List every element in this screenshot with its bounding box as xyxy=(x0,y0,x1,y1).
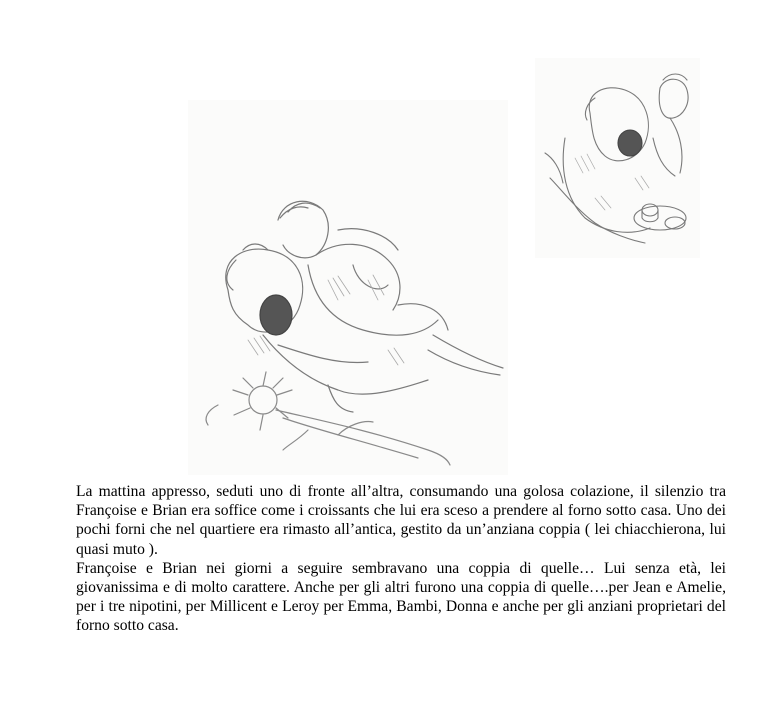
paragraph-2: Françoise e Brian nei giorni a seguire sembravano una coppia di quelle… Lui senza età, lei giovanissima e di molto carattere. Anche per gli altri furono una coppia di quelle….per Jean e Amelie, per i tre nipotini, per Millicent e Leroy per Emma, Bambi, Donna e anche per gli anziani proprietari del forno sotto casa. xyxy=(76,559,726,635)
main-illustration xyxy=(188,100,508,475)
paragraph-1: La mattina appresso, seduti uno di fronte all’altra, consumando una golosa colazione, il silenzio tra Françoise e Brian era soffice come i croissants che lui era sceso a prendere al forno sotto casa. Uno dei pochi forni che nel quartiere era rimasto all’antica, gestito da un’anziana coppia ( lei chiacchierona, lui quasi muto ). xyxy=(76,483,726,558)
sketch-couple-image xyxy=(188,100,508,475)
sketch-breakfast-image xyxy=(535,58,700,258)
small-illustration xyxy=(535,58,700,258)
story-text xyxy=(76,482,726,636)
